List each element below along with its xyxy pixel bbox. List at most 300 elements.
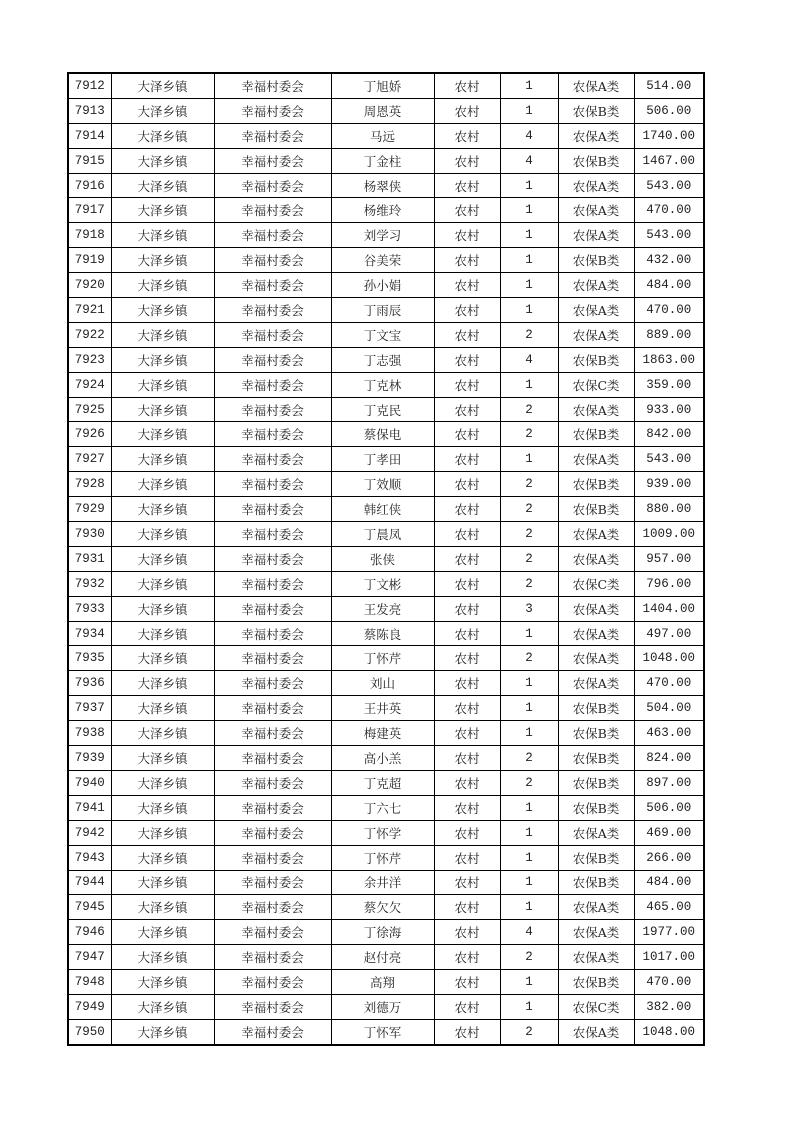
cell-village-committee: 幸福村委会 xyxy=(214,795,331,820)
cell-member-count: 2 xyxy=(500,945,558,970)
cell-amount: 889.00 xyxy=(634,322,704,347)
cell-household-type: 农村 xyxy=(434,223,500,248)
cell-amount: 470.00 xyxy=(634,198,704,223)
cell-village-committee: 幸福村委会 xyxy=(214,447,331,472)
cell-township: 大泽乡镇 xyxy=(111,970,214,995)
cell-person-name: 丁怀芹 xyxy=(331,845,434,870)
cell-amount: 1467.00 xyxy=(634,148,704,173)
cell-insurance-category: 农保A类 xyxy=(558,73,634,98)
cell-township: 大泽乡镇 xyxy=(111,198,214,223)
cell-village-committee: 幸福村委会 xyxy=(214,646,331,671)
cell-person-name: 谷美荣 xyxy=(331,248,434,273)
cell-member-count: 4 xyxy=(500,920,558,945)
cell-household-type: 农村 xyxy=(434,746,500,771)
cell-village-committee: 幸福村委会 xyxy=(214,1019,331,1044)
cell-township: 大泽乡镇 xyxy=(111,546,214,571)
cell-record-id: 7920 xyxy=(68,273,111,298)
cell-insurance-category: 农保B类 xyxy=(558,347,634,372)
cell-township: 大泽乡镇 xyxy=(111,845,214,870)
cell-village-committee: 幸福村委会 xyxy=(214,895,331,920)
cell-record-id: 7937 xyxy=(68,696,111,721)
cell-person-name: 丁克民 xyxy=(331,397,434,422)
cell-household-type: 农村 xyxy=(434,472,500,497)
cell-member-count: 2 xyxy=(500,497,558,522)
cell-member-count: 1 xyxy=(500,447,558,472)
cell-household-type: 农村 xyxy=(434,347,500,372)
table-row xyxy=(68,646,704,671)
cell-amount: 543.00 xyxy=(634,223,704,248)
cell-amount: 796.00 xyxy=(634,571,704,596)
cell-insurance-category: 农保B类 xyxy=(558,721,634,746)
cell-household-type: 农村 xyxy=(434,372,500,397)
cell-village-committee: 幸福村委会 xyxy=(214,298,331,323)
cell-member-count: 2 xyxy=(500,770,558,795)
cell-member-count: 2 xyxy=(500,422,558,447)
cell-record-id: 7945 xyxy=(68,895,111,920)
cell-village-committee: 幸福村委会 xyxy=(214,372,331,397)
cell-township: 大泽乡镇 xyxy=(111,746,214,771)
cell-amount: 465.00 xyxy=(634,895,704,920)
cell-village-committee: 幸福村委会 xyxy=(214,98,331,123)
cell-household-type: 农村 xyxy=(434,621,500,646)
table-row xyxy=(68,173,704,198)
cell-village-committee: 幸福村委会 xyxy=(214,123,331,148)
cell-record-id: 7917 xyxy=(68,198,111,223)
cell-amount: 497.00 xyxy=(634,621,704,646)
cell-member-count: 1 xyxy=(500,820,558,845)
cell-record-id: 7949 xyxy=(68,994,111,1019)
table-row xyxy=(68,98,704,123)
cell-township: 大泽乡镇 xyxy=(111,721,214,746)
cell-amount: 514.00 xyxy=(634,73,704,98)
cell-household-type: 农村 xyxy=(434,895,500,920)
cell-household-type: 农村 xyxy=(434,173,500,198)
cell-record-id: 7950 xyxy=(68,1019,111,1044)
cell-record-id: 7915 xyxy=(68,148,111,173)
table-row xyxy=(68,248,704,273)
cell-village-committee: 幸福村委会 xyxy=(214,522,331,547)
cell-person-name: 孙小娟 xyxy=(331,273,434,298)
cell-person-name: 蔡保电 xyxy=(331,422,434,447)
cell-amount: 470.00 xyxy=(634,671,704,696)
table-row xyxy=(68,970,704,995)
cell-village-committee: 幸福村委会 xyxy=(214,571,331,596)
cell-village-committee: 幸福村委会 xyxy=(214,621,331,646)
table-row xyxy=(68,472,704,497)
cell-township: 大泽乡镇 xyxy=(111,447,214,472)
cell-person-name: 丁孝田 xyxy=(331,447,434,472)
cell-village-committee: 幸福村委会 xyxy=(214,746,331,771)
cell-person-name: 杨维玲 xyxy=(331,198,434,223)
table-row xyxy=(68,746,704,771)
table-row xyxy=(68,945,704,970)
cell-household-type: 农村 xyxy=(434,546,500,571)
table-row xyxy=(68,1019,704,1044)
cell-insurance-category: 农保B类 xyxy=(558,696,634,721)
cell-member-count: 2 xyxy=(500,546,558,571)
cell-record-id: 7948 xyxy=(68,970,111,995)
table-row xyxy=(68,322,704,347)
table-row xyxy=(68,845,704,870)
cell-township: 大泽乡镇 xyxy=(111,248,214,273)
cell-record-id: 7936 xyxy=(68,671,111,696)
cell-insurance-category: 农保C类 xyxy=(558,994,634,1019)
cell-amount: 842.00 xyxy=(634,422,704,447)
cell-record-id: 7914 xyxy=(68,123,111,148)
table-row xyxy=(68,895,704,920)
cell-amount: 1017.00 xyxy=(634,945,704,970)
cell-household-type: 农村 xyxy=(434,98,500,123)
cell-record-id: 7928 xyxy=(68,472,111,497)
cell-household-type: 农村 xyxy=(434,696,500,721)
cell-insurance-category: 农保A类 xyxy=(558,198,634,223)
cell-household-type: 农村 xyxy=(434,845,500,870)
cell-household-type: 农村 xyxy=(434,671,500,696)
cell-township: 大泽乡镇 xyxy=(111,621,214,646)
cell-insurance-category: 农保A类 xyxy=(558,273,634,298)
cell-household-type: 农村 xyxy=(434,870,500,895)
cell-township: 大泽乡镇 xyxy=(111,945,214,970)
cell-insurance-category: 农保A类 xyxy=(558,945,634,970)
cell-household-type: 农村 xyxy=(434,571,500,596)
cell-person-name: 高翔 xyxy=(331,970,434,995)
cell-village-committee: 幸福村委会 xyxy=(214,696,331,721)
cell-insurance-category: 农保B类 xyxy=(558,770,634,795)
cell-person-name: 杨翠侠 xyxy=(331,173,434,198)
table-row xyxy=(68,198,704,223)
cell-township: 大泽乡镇 xyxy=(111,322,214,347)
cell-township: 大泽乡镇 xyxy=(111,646,214,671)
cell-village-committee: 幸福村委会 xyxy=(214,671,331,696)
cell-household-type: 农村 xyxy=(434,273,500,298)
cell-record-id: 7947 xyxy=(68,945,111,970)
cell-amount: 506.00 xyxy=(634,795,704,820)
cell-person-name: 韩红侠 xyxy=(331,497,434,522)
cell-amount: 939.00 xyxy=(634,472,704,497)
cell-household-type: 农村 xyxy=(434,148,500,173)
cell-record-id: 7943 xyxy=(68,845,111,870)
cell-person-name: 丁志强 xyxy=(331,347,434,372)
cell-person-name: 丁克超 xyxy=(331,770,434,795)
table-row xyxy=(68,522,704,547)
cell-insurance-category: 农保A类 xyxy=(558,173,634,198)
cell-township: 大泽乡镇 xyxy=(111,397,214,422)
cell-person-name: 蔡欠欠 xyxy=(331,895,434,920)
cell-insurance-category: 农保A类 xyxy=(558,621,634,646)
cell-record-id: 7946 xyxy=(68,920,111,945)
cell-amount: 469.00 xyxy=(634,820,704,845)
cell-record-id: 7925 xyxy=(68,397,111,422)
cell-member-count: 1 xyxy=(500,845,558,870)
cell-amount: 432.00 xyxy=(634,248,704,273)
cell-village-committee: 幸福村委会 xyxy=(214,920,331,945)
cell-insurance-category: 农保A类 xyxy=(558,223,634,248)
cell-member-count: 1 xyxy=(500,970,558,995)
table-row xyxy=(68,571,704,596)
cell-household-type: 农村 xyxy=(434,73,500,98)
cell-person-name: 丁怀学 xyxy=(331,820,434,845)
cell-insurance-category: 农保B类 xyxy=(558,422,634,447)
cell-township: 大泽乡镇 xyxy=(111,422,214,447)
cell-member-count: 1 xyxy=(500,671,558,696)
cell-household-type: 农村 xyxy=(434,497,500,522)
cell-member-count: 1 xyxy=(500,73,558,98)
cell-township: 大泽乡镇 xyxy=(111,497,214,522)
cell-person-name: 丁晨凤 xyxy=(331,522,434,547)
cell-person-name: 丁金柱 xyxy=(331,148,434,173)
cell-household-type: 农村 xyxy=(434,795,500,820)
cell-member-count: 4 xyxy=(500,123,558,148)
cell-township: 大泽乡镇 xyxy=(111,696,214,721)
cell-village-committee: 幸福村委会 xyxy=(214,770,331,795)
cell-insurance-category: 农保B类 xyxy=(558,248,634,273)
cell-person-name: 梅建英 xyxy=(331,721,434,746)
cell-person-name: 丁文彬 xyxy=(331,571,434,596)
cell-person-name: 丁雨辰 xyxy=(331,298,434,323)
table-row xyxy=(68,397,704,422)
cell-amount: 1740.00 xyxy=(634,123,704,148)
cell-record-id: 7932 xyxy=(68,571,111,596)
cell-amount: 484.00 xyxy=(634,870,704,895)
cell-insurance-category: 农保A类 xyxy=(558,322,634,347)
cell-village-committee: 幸福村委会 xyxy=(214,148,331,173)
cell-township: 大泽乡镇 xyxy=(111,1019,214,1044)
cell-household-type: 农村 xyxy=(434,198,500,223)
cell-village-committee: 幸福村委会 xyxy=(214,546,331,571)
cell-member-count: 2 xyxy=(500,472,558,497)
cell-amount: 1048.00 xyxy=(634,1019,704,1044)
cell-record-id: 7926 xyxy=(68,422,111,447)
table-row xyxy=(68,994,704,1019)
cell-village-committee: 幸福村委会 xyxy=(214,721,331,746)
table-row xyxy=(68,148,704,173)
cell-member-count: 1 xyxy=(500,98,558,123)
cell-amount: 484.00 xyxy=(634,273,704,298)
cell-member-count: 1 xyxy=(500,198,558,223)
cell-member-count: 1 xyxy=(500,895,558,920)
cell-member-count: 2 xyxy=(500,646,558,671)
cell-township: 大泽乡镇 xyxy=(111,522,214,547)
table-body xyxy=(68,73,704,1045)
cell-village-committee: 幸福村委会 xyxy=(214,970,331,995)
cell-insurance-category: 农保A类 xyxy=(558,895,634,920)
cell-amount: 470.00 xyxy=(634,298,704,323)
cell-township: 大泽乡镇 xyxy=(111,298,214,323)
cell-township: 大泽乡镇 xyxy=(111,795,214,820)
cell-record-id: 7924 xyxy=(68,372,111,397)
cell-amount: 1404.00 xyxy=(634,596,704,621)
table-row xyxy=(68,721,704,746)
cell-insurance-category: 农保A类 xyxy=(558,820,634,845)
cell-insurance-category: 农保C类 xyxy=(558,571,634,596)
cell-insurance-category: 农保B类 xyxy=(558,98,634,123)
cell-village-committee: 幸福村委会 xyxy=(214,273,331,298)
cell-village-committee: 幸福村委会 xyxy=(214,870,331,895)
cell-insurance-category: 农保A类 xyxy=(558,397,634,422)
cell-person-name: 丁文宝 xyxy=(331,322,434,347)
cell-township: 大泽乡镇 xyxy=(111,347,214,372)
cell-household-type: 农村 xyxy=(434,397,500,422)
cell-person-name: 余井洋 xyxy=(331,870,434,895)
table-row xyxy=(68,870,704,895)
cell-record-id: 7913 xyxy=(68,98,111,123)
cell-member-count: 1 xyxy=(500,994,558,1019)
cell-person-name: 刘学习 xyxy=(331,223,434,248)
cell-insurance-category: 农保A类 xyxy=(558,646,634,671)
cell-household-type: 农村 xyxy=(434,770,500,795)
cell-member-count: 1 xyxy=(500,621,558,646)
cell-township: 大泽乡镇 xyxy=(111,372,214,397)
cell-person-name: 丁旭娇 xyxy=(331,73,434,98)
cell-household-type: 农村 xyxy=(434,994,500,1019)
cell-household-type: 农村 xyxy=(434,422,500,447)
cell-member-count: 1 xyxy=(500,298,558,323)
table-row xyxy=(68,347,704,372)
cell-village-committee: 幸福村委会 xyxy=(214,248,331,273)
cell-household-type: 农村 xyxy=(434,945,500,970)
cell-member-count: 2 xyxy=(500,397,558,422)
cell-insurance-category: 农保B类 xyxy=(558,746,634,771)
cell-amount: 897.00 xyxy=(634,770,704,795)
cell-amount: 543.00 xyxy=(634,447,704,472)
cell-person-name: 丁六七 xyxy=(331,795,434,820)
cell-record-id: 7944 xyxy=(68,870,111,895)
cell-village-committee: 幸福村委会 xyxy=(214,845,331,870)
cell-record-id: 7933 xyxy=(68,596,111,621)
cell-person-name: 周恩英 xyxy=(331,98,434,123)
table-row xyxy=(68,696,704,721)
table-row xyxy=(68,920,704,945)
table-row xyxy=(68,447,704,472)
table-row xyxy=(68,372,704,397)
cell-record-id: 7942 xyxy=(68,820,111,845)
cell-record-id: 7919 xyxy=(68,248,111,273)
cell-insurance-category: 农保A类 xyxy=(558,920,634,945)
cell-insurance-category: 农保A类 xyxy=(558,596,634,621)
cell-person-name: 丁怀军 xyxy=(331,1019,434,1044)
cell-amount: 506.00 xyxy=(634,98,704,123)
cell-person-name: 王井英 xyxy=(331,696,434,721)
cell-amount: 543.00 xyxy=(634,173,704,198)
cell-member-count: 1 xyxy=(500,721,558,746)
table-row xyxy=(68,770,704,795)
cell-record-id: 7927 xyxy=(68,447,111,472)
cell-insurance-category: 农保B类 xyxy=(558,870,634,895)
cell-record-id: 7935 xyxy=(68,646,111,671)
cell-household-type: 农村 xyxy=(434,596,500,621)
cell-record-id: 7929 xyxy=(68,497,111,522)
table-row xyxy=(68,596,704,621)
cell-person-name: 丁效顺 xyxy=(331,472,434,497)
cell-village-committee: 幸福村委会 xyxy=(214,596,331,621)
cell-village-committee: 幸福村委会 xyxy=(214,472,331,497)
cell-township: 大泽乡镇 xyxy=(111,994,214,1019)
cell-household-type: 农村 xyxy=(434,447,500,472)
cell-member-count: 1 xyxy=(500,372,558,397)
cell-record-id: 7934 xyxy=(68,621,111,646)
cell-amount: 504.00 xyxy=(634,696,704,721)
table-row xyxy=(68,621,704,646)
cell-village-committee: 幸福村委会 xyxy=(214,397,331,422)
cell-insurance-category: 农保A类 xyxy=(558,298,634,323)
cell-member-count: 1 xyxy=(500,696,558,721)
cell-township: 大泽乡镇 xyxy=(111,920,214,945)
cell-household-type: 农村 xyxy=(434,322,500,347)
table-row xyxy=(68,795,704,820)
cell-member-count: 4 xyxy=(500,148,558,173)
cell-member-count: 2 xyxy=(500,522,558,547)
records-table xyxy=(67,72,705,1046)
cell-member-count: 2 xyxy=(500,746,558,771)
cell-insurance-category: 农保A类 xyxy=(558,447,634,472)
table-row xyxy=(68,298,704,323)
table-row xyxy=(68,671,704,696)
cell-person-name: 赵付亮 xyxy=(331,945,434,970)
cell-record-id: 7931 xyxy=(68,546,111,571)
cell-person-name: 高小羔 xyxy=(331,746,434,771)
cell-village-committee: 幸福村委会 xyxy=(214,73,331,98)
cell-insurance-category: 农保B类 xyxy=(558,845,634,870)
cell-insurance-category: 农保B类 xyxy=(558,472,634,497)
cell-amount: 880.00 xyxy=(634,497,704,522)
cell-member-count: 1 xyxy=(500,273,558,298)
cell-insurance-category: 农保B类 xyxy=(558,795,634,820)
cell-insurance-category: 农保B类 xyxy=(558,497,634,522)
table-row xyxy=(68,273,704,298)
cell-amount: 463.00 xyxy=(634,721,704,746)
cell-household-type: 农村 xyxy=(434,970,500,995)
cell-record-id: 7921 xyxy=(68,298,111,323)
cell-village-committee: 幸福村委会 xyxy=(214,497,331,522)
cell-amount: 470.00 xyxy=(634,970,704,995)
cell-village-committee: 幸福村委会 xyxy=(214,347,331,372)
table-row xyxy=(68,422,704,447)
cell-amount: 957.00 xyxy=(634,546,704,571)
cell-record-id: 7940 xyxy=(68,770,111,795)
cell-member-count: 4 xyxy=(500,347,558,372)
cell-household-type: 农村 xyxy=(434,1019,500,1044)
cell-record-id: 7930 xyxy=(68,522,111,547)
cell-township: 大泽乡镇 xyxy=(111,73,214,98)
cell-amount: 933.00 xyxy=(634,397,704,422)
cell-township: 大泽乡镇 xyxy=(111,671,214,696)
cell-record-id: 7923 xyxy=(68,347,111,372)
cell-member-count: 1 xyxy=(500,223,558,248)
cell-member-count: 1 xyxy=(500,795,558,820)
cell-member-count: 2 xyxy=(500,571,558,596)
cell-township: 大泽乡镇 xyxy=(111,273,214,298)
cell-household-type: 农村 xyxy=(434,920,500,945)
cell-person-name: 蔡陈良 xyxy=(331,621,434,646)
cell-township: 大泽乡镇 xyxy=(111,173,214,198)
cell-person-name: 刘山 xyxy=(331,671,434,696)
cell-township: 大泽乡镇 xyxy=(111,123,214,148)
cell-amount: 359.00 xyxy=(634,372,704,397)
cell-household-type: 农村 xyxy=(434,248,500,273)
cell-amount: 1977.00 xyxy=(634,920,704,945)
cell-village-committee: 幸福村委会 xyxy=(214,994,331,1019)
cell-person-name: 丁徐海 xyxy=(331,920,434,945)
cell-member-count: 3 xyxy=(500,596,558,621)
cell-record-id: 7918 xyxy=(68,223,111,248)
cell-township: 大泽乡镇 xyxy=(111,98,214,123)
cell-member-count: 2 xyxy=(500,322,558,347)
cell-insurance-category: 农保A类 xyxy=(558,671,634,696)
cell-person-name: 丁克林 xyxy=(331,372,434,397)
table-row xyxy=(68,73,704,98)
cell-person-name: 刘德万 xyxy=(331,994,434,1019)
cell-member-count: 1 xyxy=(500,248,558,273)
